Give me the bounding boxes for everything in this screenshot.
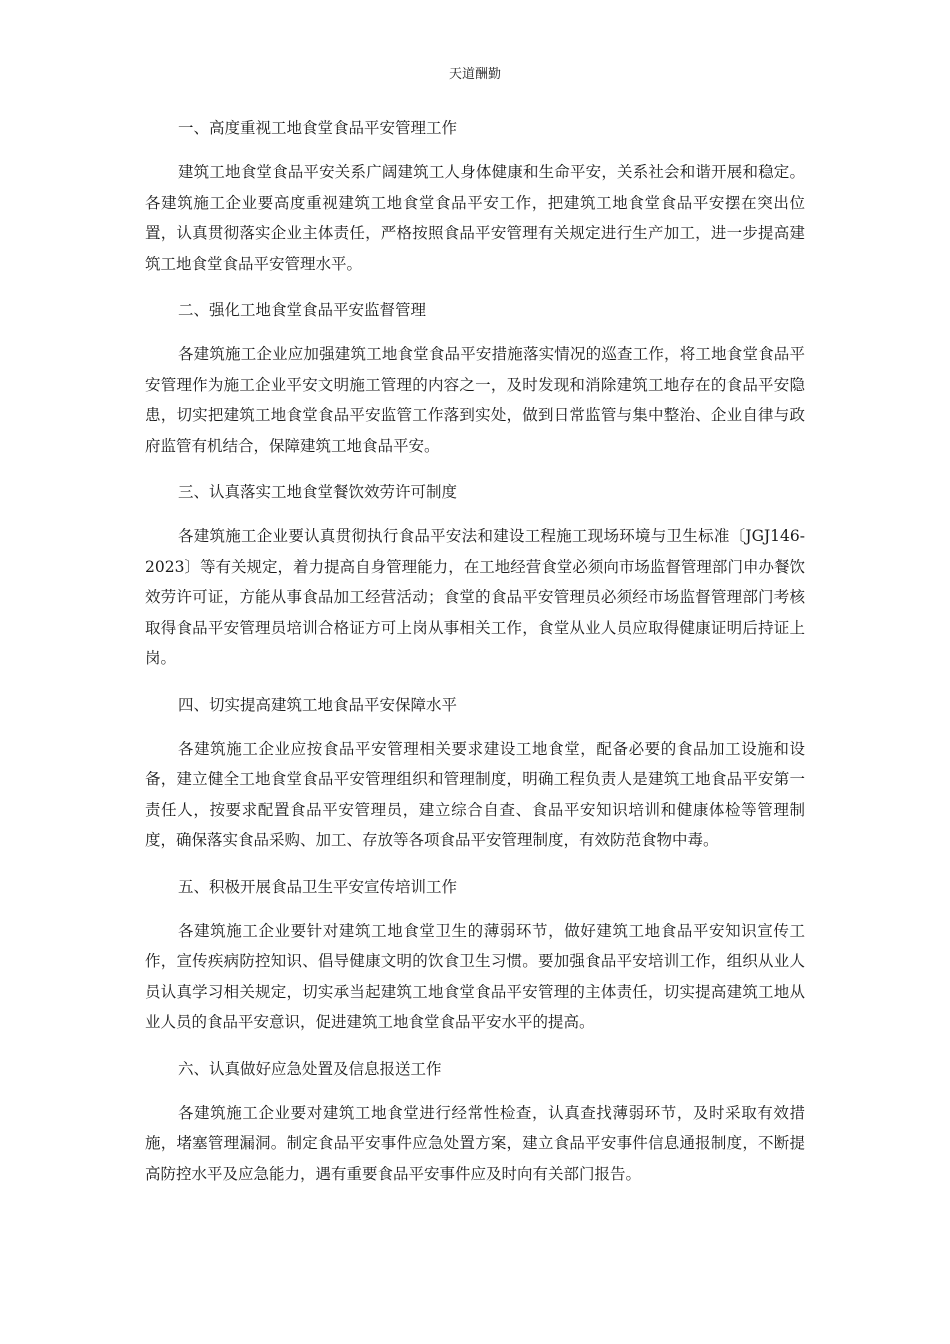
section-heading: 四、切实提高建筑工地食品平安保障水平 — [178, 695, 458, 714]
section-4 — [145, 690, 805, 856]
section-heading: 二、强化工地食堂食品平安监督管理 — [178, 301, 427, 319]
section-paragraph: 各建筑施工企业要认真贯彻执行食品平安法和建设工程施工现场环境与卫生标准〔JGJ146-2023〕等有关规定，着力提高自身管理能力，在工地经营食堂必须向市场监督管理部门申办餐饮效劳许可证，方能从事食品加工经营活动；食堂的食品平安管理员必须经市场监督管理部门考核取得食品平安管理员培训合格证方可上岗从事相关工作，食堂从业人员应取得健康证明后持证上岗。 — [145, 527, 805, 667]
section-paragraph: 建筑工地食堂食品平安关系广阔建筑工人身体健康和生命平安，关系社会和谐开展和稳定。各建筑施工企业要高度重视建筑工地食堂食品平安工作，把建筑工地食堂食品平安摆在突出位置，认真贯彻落实企业主体责任，严格按照食品平安管理有关规定进行生产加工，进一步提高建筑工地食堂食品平安管理水平。 — [145, 163, 805, 273]
section-paragraph: 各建筑施工企业应加强建筑工地食堂食品平安措施落实情况的巡查工作，将工地食堂食品平安管理作为施工企业平安文明施工管理的内容之一，及时发现和消除建筑工地存在的食品平安隐患，切实把建筑工地食堂食品平安监管工作落到实处，做到日常监管与集中整治、企业自律与政府监管有机结合，保障建筑工地食品平安。 — [145, 345, 805, 455]
section-3 — [145, 477, 805, 674]
section-heading: 五、积极开展食品卫生平安宣传培训工作 — [178, 877, 458, 896]
section-2 — [145, 295, 805, 461]
section-paragraph: 各建筑施工企业要针对建筑工地食堂卫生的薄弱环节，做好建筑工地食品平安知识宣传工作，宣传疾病防控知识、倡导健康文明的饮食卫生习惯。要加强食品平安培训工作，组织从业人员认真学习相关规定，切实承当起建筑工地食堂食品平安管理的主体责任，切实提高建筑工地从业人员的食品平安意识，促进建筑工地食堂食品平安水平的提高。 — [145, 921, 805, 1031]
section-6 — [145, 1054, 805, 1190]
section-heading: 一、高度重视工地食堂食品平安管理工作 — [178, 119, 458, 137]
section-heading: 六、认真做好应急处置及信息报送工作 — [178, 1059, 442, 1078]
page-header: 天道酬勤 — [448, 67, 501, 82]
section-5 — [145, 872, 805, 1038]
section-heading: 三、认真落实工地食堂餐饮效劳许可制度 — [178, 483, 458, 501]
section-paragraph: 各建筑施工企业要对建筑工地食堂进行经常性检查，认真查找薄弱环节，及时采取有效措施，堵塞管理漏洞。制定食品平安事件应急处置方案，建立食品平安事件信息通报制度，不断提高防控水平及应急能力，遇有重要食品平安事件应及时向有关部门报告。 — [145, 1103, 805, 1183]
section-1 — [145, 113, 805, 279]
document-body — [145, 113, 805, 1205]
section-paragraph: 各建筑施工企业应按食品平安管理相关要求建设工地食堂，配备必要的食品加工设施和设备，建立健全工地食堂食品平安管理组织和管理制度，明确工程负责人是建筑工地食品平安第一责任人，按要求配置食品平安管理员，建立综合自查、食品平安知识培训和健康体检等管理制度，确保落实食品采购、加工、存放等各项食品平安管理制度，有效防范食物中毒。 — [145, 739, 805, 849]
